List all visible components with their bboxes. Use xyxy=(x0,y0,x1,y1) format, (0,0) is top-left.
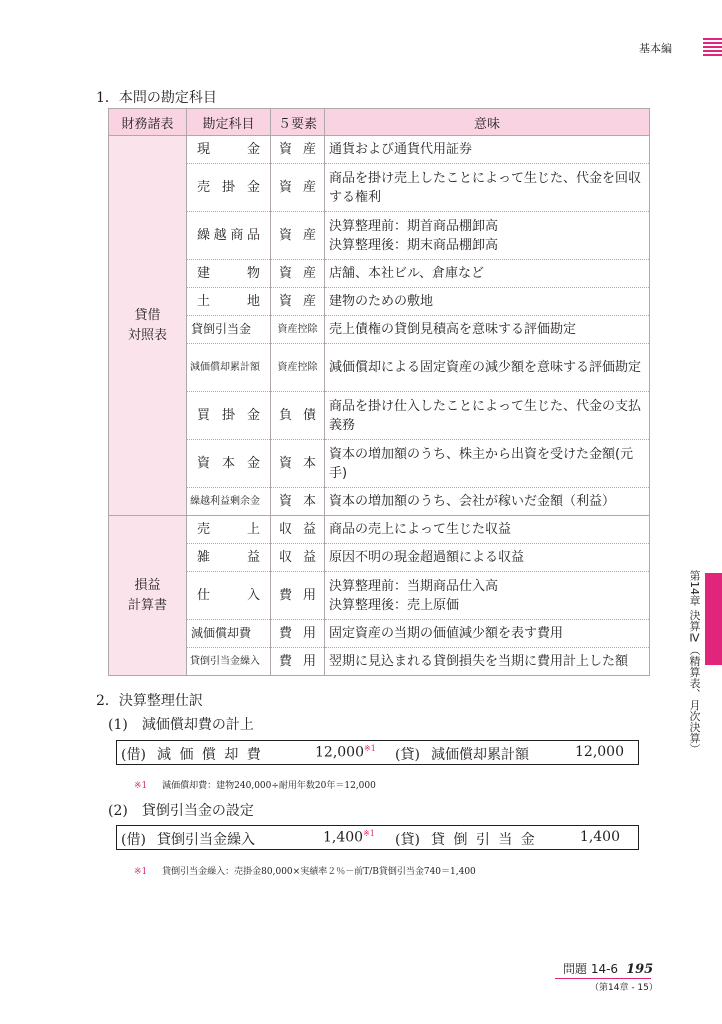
table-row xyxy=(109,288,650,316)
header-bars-decoration xyxy=(703,38,722,56)
account-name: 買掛金 xyxy=(187,392,271,440)
note-ref: ※1 xyxy=(363,829,375,838)
account-name: 貸倒引当金 xyxy=(187,316,271,344)
category-income-statement: 損益 計算書 xyxy=(109,516,187,676)
element-name: 負債 xyxy=(271,392,325,440)
col-header-account: 勘定科目 xyxy=(187,109,271,136)
account-name: 売上 xyxy=(187,516,271,544)
chapter-tab-label: 第14章 決算Ⅳ（精算表、月次決算） xyxy=(688,570,701,755)
account-name: 資本金 xyxy=(187,440,271,488)
element-name: 資本 xyxy=(271,440,325,488)
element-name: 費用 xyxy=(271,648,325,676)
account-meaning: 決算整理前：期首商品棚卸高 決算整理後：期末商品棚卸高 xyxy=(325,212,650,260)
account-meaning: 原因不明の現金超過額による収益 xyxy=(325,544,650,572)
note-mark: ※1 xyxy=(134,781,148,791)
element-name: 収益 xyxy=(271,516,325,544)
account-meaning: 翌期に見込まれる貸倒損失を当期に費用計上した額 xyxy=(325,648,650,676)
account-name: 繰越商品 xyxy=(187,212,271,260)
account-meaning: 建物のための敷地 xyxy=(325,288,650,316)
account-meaning: 資本の増加額のうち、株主から出資を受けた金額(元手) xyxy=(325,440,650,488)
account-meaning: 固定資産の当期の価値減少額を表す費用 xyxy=(325,620,650,648)
account-meaning: 商品の売上によって生じた収益 xyxy=(325,516,650,544)
element-name: 資産 xyxy=(271,288,325,316)
footer-chapter-ref: （第14章 - 15） xyxy=(590,983,658,993)
col-header-element: ５要素 xyxy=(271,109,325,136)
section-2-title: 2．決算整理仕訳 xyxy=(96,693,203,709)
account-meaning: 商品を掛け仕入したことによって生じた、代金の支払義務 xyxy=(325,392,650,440)
table-row xyxy=(109,164,650,212)
table-row xyxy=(109,488,650,516)
table-row xyxy=(109,620,650,648)
element-name: 費用 xyxy=(271,620,325,648)
entry-2-note xyxy=(134,864,476,877)
account-name: 減価償却累計額 xyxy=(187,344,271,392)
problem-number: 問題 14-6 xyxy=(563,962,619,976)
credit-mark: (貸) xyxy=(395,747,420,763)
entry-2-title: (2) 貸倒引当金の設定 xyxy=(108,803,254,819)
table-row xyxy=(109,516,650,544)
account-name: 土地 xyxy=(187,288,271,316)
note-ref: ※1 xyxy=(364,744,376,753)
element-name: 費用 xyxy=(271,572,325,620)
table-row xyxy=(109,392,650,440)
element-name: 収益 xyxy=(271,544,325,572)
element-name: 資産 xyxy=(271,260,325,288)
account-name: 貸倒引当金繰入 xyxy=(187,648,271,676)
note-text: 貸倒引当金繰入：売掛金80,000×実績率２％－前T/B貸倒引当金740＝1,400 xyxy=(162,867,476,877)
debit-mark: (借) xyxy=(121,747,146,763)
account-name: 減価償却費 xyxy=(187,620,271,648)
account-name: 雑益 xyxy=(187,544,271,572)
debit-amount-wrap xyxy=(323,829,375,846)
debit-amount: 1,400 xyxy=(323,829,364,846)
account-name: 繰越利益剰余金 xyxy=(187,488,271,516)
account-meaning: 店舗、本社ビル、倉庫など xyxy=(325,260,650,288)
account-meaning: 売上債権の貸倒見積高を意味する評価勘定 xyxy=(325,316,650,344)
credit-account: 貸 倒 引 当 金 xyxy=(431,832,537,848)
footer-problem xyxy=(563,960,653,977)
account-name: 売掛金 xyxy=(187,164,271,212)
table-row xyxy=(109,544,650,572)
table-row xyxy=(109,344,650,392)
page-number: 195 xyxy=(626,962,654,977)
col-header-meaning: 意味 xyxy=(325,109,650,136)
debit-account: 貸倒引当金繰入 xyxy=(157,832,255,848)
element-name: 資産控除 xyxy=(271,316,325,344)
table-row xyxy=(109,648,650,676)
entry-1-note xyxy=(134,778,376,791)
credit-amount: 1,400 xyxy=(579,829,620,845)
element-name: 資産 xyxy=(271,212,325,260)
debit-amount: 12,000 xyxy=(315,744,364,761)
table-row xyxy=(109,316,650,344)
element-name: 資産 xyxy=(271,164,325,212)
account-table xyxy=(108,108,650,676)
table-row xyxy=(109,136,650,164)
credit-account: 減価償却累計額 xyxy=(431,747,529,763)
journal-entry-1 xyxy=(116,740,639,765)
table-row xyxy=(109,440,650,488)
table-row xyxy=(109,260,650,288)
element-name: 資本 xyxy=(271,488,325,516)
account-name: 現金 xyxy=(187,136,271,164)
debit-mark: (借) xyxy=(121,832,146,848)
journal-entry-2 xyxy=(116,825,639,850)
debit-account: 減 価 償 却 費 xyxy=(157,747,263,763)
credit-mark: (貸) xyxy=(395,832,420,848)
col-header-statement: 財務諸表 xyxy=(109,109,187,136)
element-name: 資産 xyxy=(271,136,325,164)
table-row xyxy=(109,212,650,260)
note-text: 減価償却費：建物240,000÷耐用年数20年＝12,000 xyxy=(162,781,376,791)
section-1-title: 1．本問の勘定科目 xyxy=(96,90,217,106)
category-balance-sheet: 貸借 対照表 xyxy=(109,136,187,516)
chapter-tab-marker xyxy=(705,573,722,665)
header-label: 基本編 xyxy=(639,42,672,55)
account-name: 建物 xyxy=(187,260,271,288)
table-row xyxy=(109,572,650,620)
account-meaning: 決算整理前：当期商品仕入高 決算整理後：売上原価 xyxy=(325,572,650,620)
element-name: 資産控除 xyxy=(271,344,325,392)
note-mark: ※1 xyxy=(134,867,148,877)
debit-amount-wrap xyxy=(315,744,376,761)
footer-rule xyxy=(555,978,651,979)
entry-1-title: (1) 減価償却費の計上 xyxy=(108,717,254,733)
credit-amount: 12,000 xyxy=(575,744,624,760)
account-meaning: 減価償却による固定資産の減少額を意味する評価勘定 xyxy=(325,344,650,392)
account-meaning: 商品を掛け売上したことによって生じた、代金を回収する権利 xyxy=(325,164,650,212)
account-meaning: 資本の増加額のうち、会社が稼いだ金額（利益） xyxy=(325,488,650,516)
account-meaning: 通貨および通貨代用証券 xyxy=(325,136,650,164)
account-name: 仕入 xyxy=(187,572,271,620)
table-header-row xyxy=(109,109,650,136)
